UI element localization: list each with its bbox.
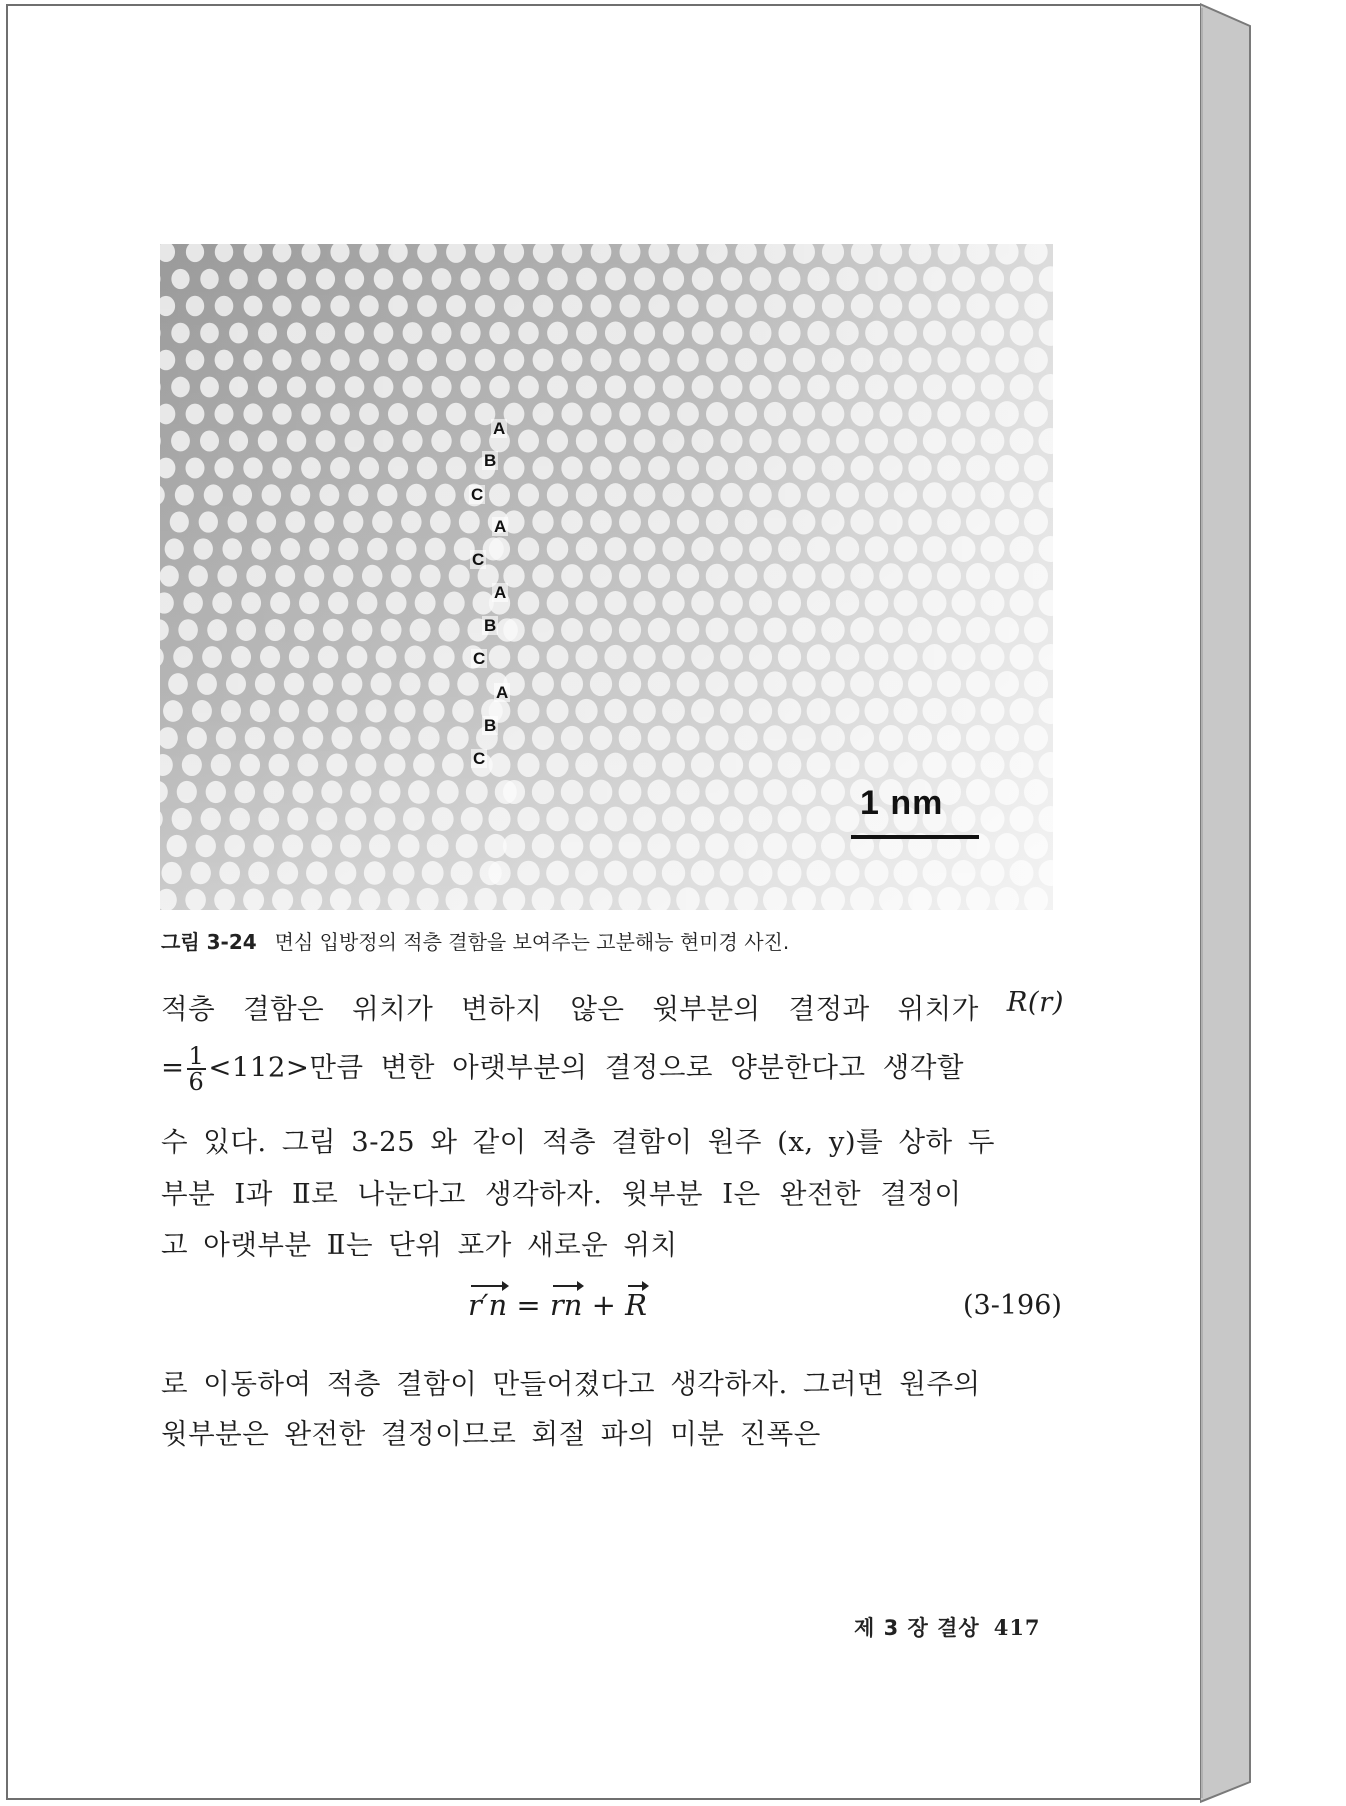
equals-sign: = [161, 1051, 185, 1084]
word: 윗부분의 [652, 993, 761, 1025]
word: 않은 [570, 993, 625, 1025]
vector-r-prime-n: r′n [468, 1288, 508, 1322]
book-page [6, 4, 1202, 1800]
word: 결함은 [243, 993, 325, 1025]
book-edge [1200, 0, 1252, 1806]
stacking-label: C [473, 749, 486, 768]
caption-text: 면심 입방정의 적층 결함을 보여주는 고분해능 현미경 사진. [274, 930, 790, 954]
page-number: 417 [993, 1615, 1041, 1640]
scale-bar-label: 1 nm [860, 784, 944, 822]
figure-caption [161, 926, 1061, 955]
chapter-title: 제 3 장 결상 [854, 1616, 980, 1640]
fraction [187, 1044, 207, 1094]
stacking-label: C [473, 649, 486, 668]
math-R-of-r: R(r) [1006, 986, 1064, 1018]
body-line: 로 이동하여 적층 결함이 만들어졌다고 생각하자. 그러면 원주의 [161, 1368, 981, 1400]
stacking-label: A [496, 683, 509, 702]
scale-bar [851, 835, 979, 839]
stacking-label: C [472, 550, 485, 569]
vector-r-n: rn [549, 1288, 583, 1322]
stacking-label: A [493, 419, 506, 438]
page-footer [854, 1612, 1041, 1642]
word: 위치가 [352, 993, 434, 1025]
fraction-numerator: 1 [188, 1042, 205, 1070]
body-line: 고 아랫부분 Ⅱ는 단위 포가 새로운 위치 [161, 1229, 678, 1261]
body-line: 부분 Ⅰ과 Ⅱ로 나눈다고 생각하자. 윗부분 Ⅰ은 완전한 결정이 [161, 1178, 962, 1210]
stacking-label: B [484, 716, 497, 735]
fraction-denominator: 6 [188, 1068, 205, 1096]
stacking-label: A [494, 583, 507, 602]
body-line: 수 있다. 그림 3-25 와 같이 적층 결함이 원주 (x, y)를 상하 두 [161, 1126, 995, 1158]
stacking-label: B [484, 616, 497, 635]
hrtem-micrograph [160, 244, 1053, 910]
figure-number: 그림 3-24 [161, 930, 257, 954]
stacking-label: C [471, 485, 484, 504]
stacking-label: A [494, 517, 507, 536]
equation-3-196: r′n = rn + R [468, 1288, 648, 1322]
body-line [161, 986, 1064, 1026]
word: 위치가 [897, 993, 979, 1025]
word: 변하지 [461, 993, 543, 1025]
stacking-label: B [484, 451, 497, 470]
line-text: <112>만큼 변한 아랫부분의 결정으로 양분한다고 생각할 [208, 1051, 964, 1084]
word: 적층 [161, 993, 216, 1025]
body-line: 윗부분은 완전한 결정이므로 회절 파의 미분 진폭은 [161, 1418, 821, 1450]
word: 결정과 [788, 993, 870, 1025]
body-line [161, 1044, 1064, 1094]
equation-number: (3-196) [963, 1290, 1062, 1321]
vector-R: R [625, 1288, 648, 1322]
